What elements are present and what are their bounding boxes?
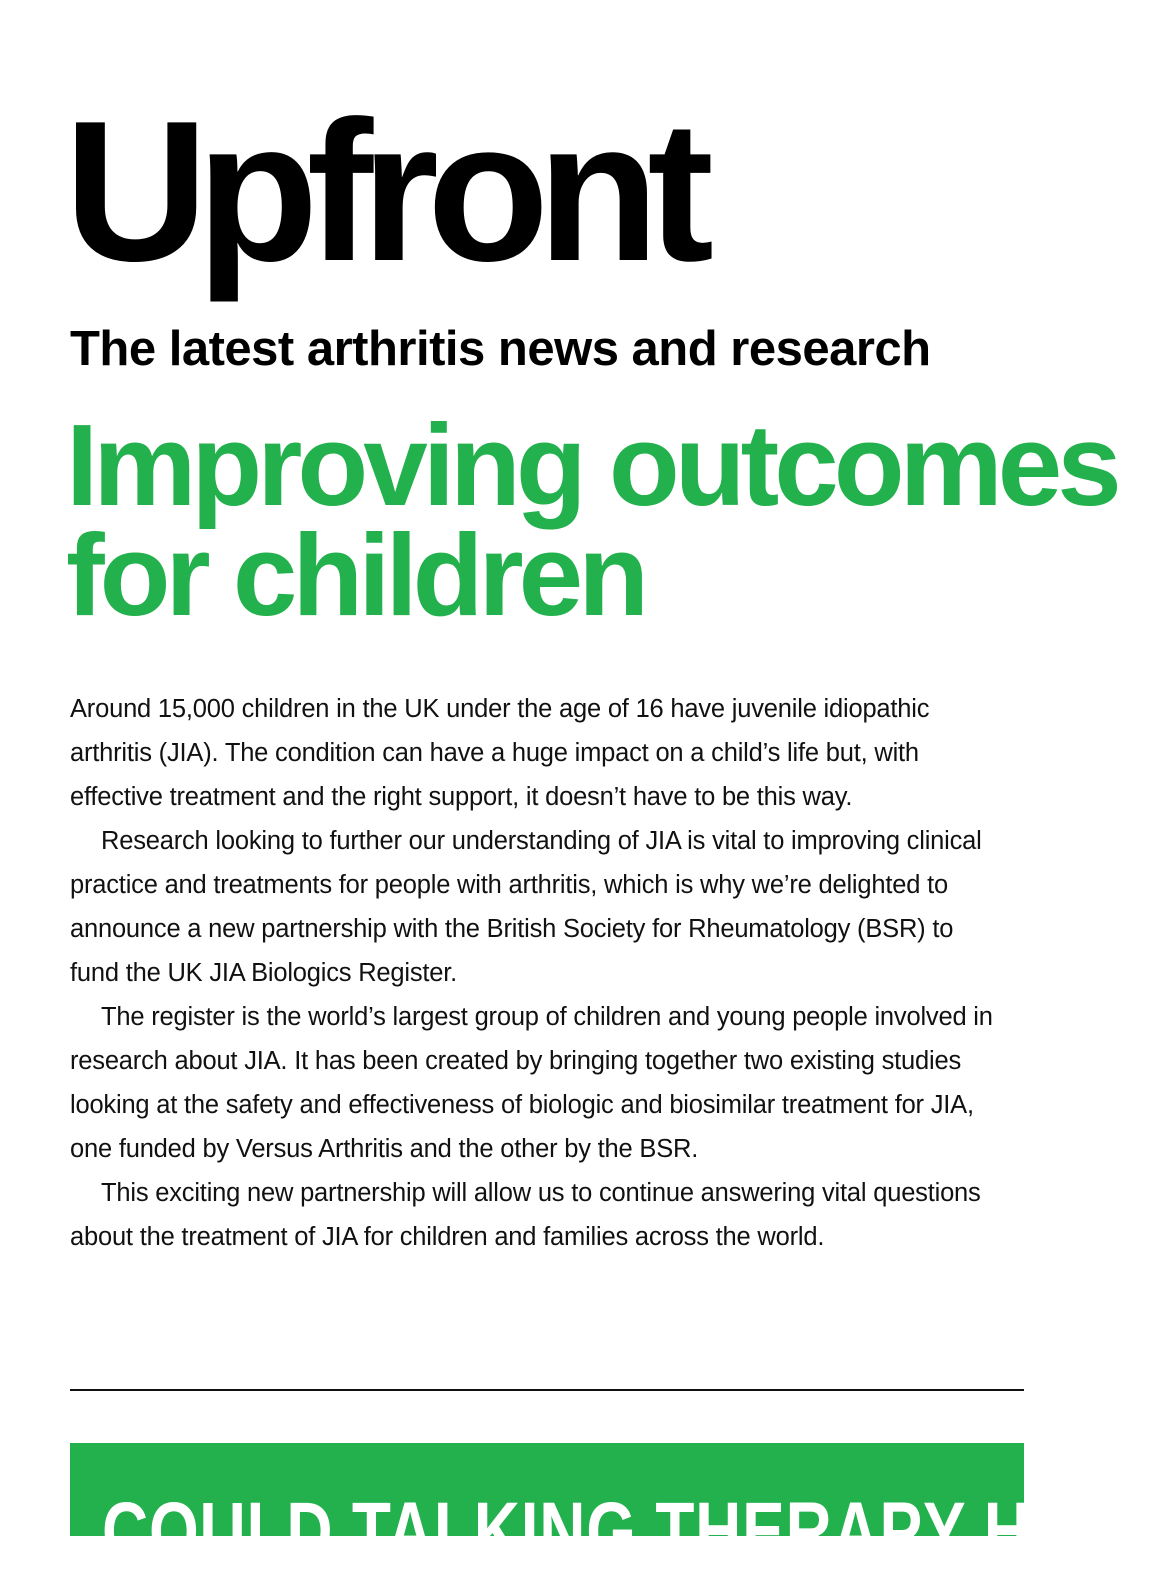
section-divider (70, 1389, 1024, 1391)
article-body (70, 687, 1005, 1259)
headline-line-1: Improving outcomes (66, 400, 1117, 530)
headline-line-2: for children (66, 510, 645, 640)
section-title: Upfront (64, 80, 702, 303)
article-paragraph: The register is the world’s largest group of children and young people involved in research about JIA. It has been created by bringing together two existing studies looking at the safety and effectiveness of biologic and biosimilar treatment for JIA, one funded by Versus Arthritis and the other by the BSR. (70, 1003, 993, 1163)
article-paragraph: This exciting new partnership will allow us to continue answering vital questions about the treatment of JIA for children and families across the world. (70, 1179, 981, 1251)
article-paragraph: Around 15,000 children in the UK under the age of 16 have juvenile idiopathic arthritis (JIA). The condition can have a huge impact on a child’s life but, with effective treatment and the right support, it doesn’t have to be this way. (70, 695, 930, 811)
section-subtitle: The latest arthritis news and research (70, 322, 931, 376)
article-paragraph: Research looking to further our understanding of JIA is vital to improving clinical practice and treatments for people with arthritis, which is why we’re delighted to announce a new partnership with the British Society for Rheumatology (BSR) to fund the UK JIA Biologics Register. (70, 827, 982, 987)
next-feature-banner (70, 1443, 1158, 1577)
next-feature-heading: COULD TALKING THERAPY HELP (102, 1486, 1158, 1577)
article-headline (66, 400, 1166, 640)
